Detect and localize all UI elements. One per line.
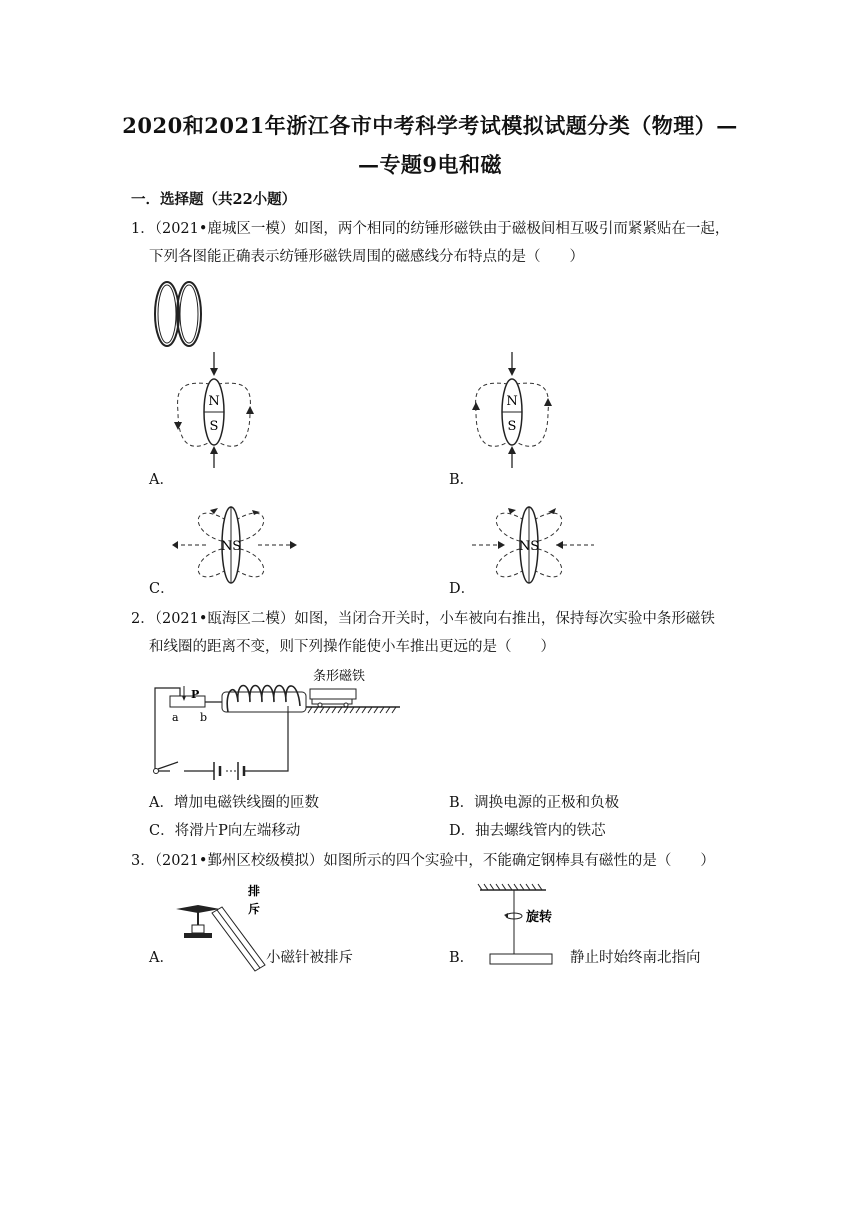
q3-stem: 3．（2021•鄞州区校级模拟）如图所示的四个实验中，不能确定钢棒具有磁性的是（ ） (131, 853, 715, 869)
q1-option-a-figure (170, 350, 260, 470)
q1-b-pole-bottom: S (507, 419, 517, 434)
q3-a-repel-char2: 斥 (248, 902, 261, 916)
q1-option-d-label: D． (449, 581, 476, 597)
q1-d-poles: NS (518, 539, 540, 554)
q1-b-pole-top: N (506, 394, 518, 409)
rheostat (170, 696, 205, 707)
doc-title-line1: 2020和2021年浙江各市中考科学考试模拟试题分类（物理）— (122, 113, 738, 138)
q3-b-rotate-label: 旋转 (526, 910, 553, 925)
section-heading: 一．选择题（共22小题） (131, 191, 297, 208)
q2-circuit-figure (150, 666, 410, 776)
q1-option-c-label: C． (149, 581, 175, 597)
q1-magnets-figure (150, 275, 220, 355)
q1-a-pole-bottom: S (209, 419, 219, 434)
q2-option-a: A．增加电磁铁线圈的匝数 (149, 795, 319, 811)
q2-option-d: D．抽去螺线管内的铁芯 (449, 823, 606, 839)
q1-option-a-label: A． (149, 472, 174, 488)
q1-c-poles: NS (220, 539, 242, 554)
q3-option-a-figure (170, 885, 280, 970)
q2-stem-line2: 和线圈的距离不变，则下列操作能使小车推出更远的是（ ） (149, 639, 555, 655)
q1-stem-line2: 下列各图能正确表示纺锤形磁铁周围的磁感线分布特点的是（ ） (149, 249, 584, 265)
end-b-label: b (200, 711, 208, 724)
slider-label: P (191, 688, 200, 701)
q3-option-a-caption: 小磁针被排斥 (266, 950, 353, 966)
steel-rod (212, 907, 265, 971)
q3-a-repel-char1: 排 (248, 884, 261, 898)
doc-title-line2: —专题9电和磁 (357, 152, 503, 177)
q3-option-b-caption: 静止时始终南北指向 (570, 950, 701, 966)
end-a-label: a (172, 711, 179, 724)
q1-option-c-figure (170, 500, 300, 590)
q3-option-a-label: A． (149, 950, 174, 966)
switch-contact (154, 769, 159, 774)
q2-option-b: B．调换电源的正极和负极 (449, 795, 620, 811)
q1-stem-line1: 1．（2021•鹿城区一模）如图，两个相同的纺锤形磁铁由于磁极间相互吸引而紧紧贴在一起， (131, 221, 730, 237)
bar-magnet (310, 689, 356, 699)
magnet-label: 条形磁铁 (313, 669, 366, 684)
q1-a-pole-top: N (208, 394, 220, 409)
q2-stem-line1: 2．（2021•瓯海区二模）如图，当闭合开关时，小车被向右推出，保持每次实验中条形磁铁 (131, 611, 715, 627)
q1-option-d-figure (468, 500, 598, 590)
switch-lever (158, 762, 178, 769)
steel-bar (490, 954, 552, 964)
iron-core (222, 692, 306, 712)
q2-option-c: C．将滑片P向左端移动 (149, 823, 301, 839)
q1-option-b-figure (468, 350, 558, 470)
q3-option-b-label: B． (449, 950, 475, 966)
q1-option-b-label: B． (449, 472, 475, 488)
